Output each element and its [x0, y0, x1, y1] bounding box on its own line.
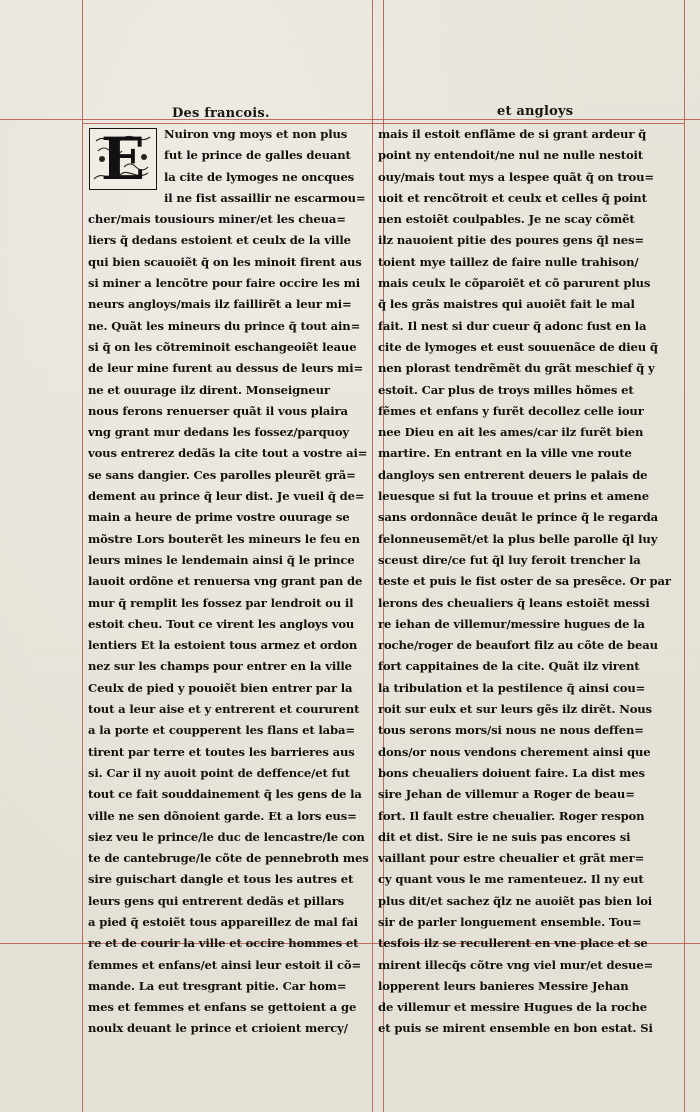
- text-line: q̃ les grãs maistres qui auoiẽt fait le mal: [378, 297, 635, 312]
- text-line: liers q̃ dedans estoient et ceulx de la ville: [88, 233, 351, 248]
- text-line: plus dit/et sachez q̃lz ne auoiẽt pas bien loi: [378, 893, 653, 908]
- ruling-line-left-outer: [82, 0, 83, 1112]
- text-line: mur q̃ remplit les fossez par lendroit ou il: [88, 595, 354, 610]
- text-line: qui bien scauoiẽt q̃ on les minoit firent aus: [88, 254, 362, 269]
- text-line: re et de courir la ville et occire hommes et: [88, 936, 359, 951]
- text-line: cher/mais tousiours miner/et les cheua=: [88, 212, 346, 227]
- text-line: siez veu le prince/le duc de lencastre/le con: [88, 829, 365, 844]
- text-line: teste et puis le fist oster de sa presẽce. Or par: [378, 574, 671, 589]
- text-line: point ny entendoit/ne nul ne nulle nestoit: [378, 148, 644, 163]
- text-line: uoit et rencõtroit et ceulx et celles q̃ point: [378, 190, 647, 205]
- text-line: leuesque si fut la trouue et prins et amene: [378, 489, 649, 504]
- text-line: si miner a lencõtre pour faire occire les mi: [88, 276, 361, 291]
- text-line: mõstre Lors bouterẽt les mineurs le feu en: [88, 531, 360, 546]
- text-line: tout ce fait souddainement q̃ les gens de la: [88, 787, 362, 802]
- text-line: fut le prince de galles deuant: [164, 148, 351, 163]
- text-column-left: [88, 124, 370, 1040]
- text-line: leurs gens qui entrerent dedãs et pillars: [88, 893, 345, 908]
- text-line: Nuiron vng moys et non plus: [164, 127, 348, 141]
- text-line: toient mye taillez de faire nulle trahison/: [378, 254, 639, 269]
- text-line: dangloys sen entrerent deuers le palais de: [378, 467, 648, 482]
- initial-letter: E: [100, 125, 146, 193]
- text-line: mirent illecq̃s cõtre vng viel mur/et desue=: [378, 957, 654, 972]
- text-line: vaillant pour estre cheualier et grãt mer=: [378, 851, 645, 866]
- text-line: tesfois ilz se recullerent en vne place et se: [378, 936, 648, 951]
- text-line: cite de lymoges et eust souuenãce de dieu q̃: [378, 339, 658, 354]
- text-line: la cite de lymoges ne oncques: [164, 169, 355, 184]
- text-line: mais ceulx le cõparoiẽt et cõ parurent plus: [378, 276, 651, 291]
- text-line: bons cheualiers doiuent faire. La dist mes: [378, 765, 645, 780]
- text-line: neurs angloys/mais ilz faillirẽt a leur mi=: [88, 297, 352, 312]
- text-line: vous entrerez dedãs la cite tout a vostre ai=: [88, 446, 368, 461]
- text-line: ne et ouurage ilz dirent. Monseigneur: [88, 382, 330, 397]
- text-line: dit et dist. Sire ie ne suis pas encores si: [378, 829, 631, 844]
- text-line: lauoit ordõne et renuersa vng grant pan de: [88, 574, 363, 589]
- text-line: nous ferons renuerser quãt il vous plaira: [88, 403, 348, 418]
- text-line: re iehan de villemur/messire hugues de la: [378, 616, 645, 631]
- text-line: et puis se mirent ensemble en bon estat. Si: [378, 1021, 653, 1036]
- text-line: mais il estoit enflãme de si grant ardeur q̃: [378, 127, 647, 141]
- text-line: ouy/mais tout mys a lespee quãt q̃ on trou=: [378, 169, 654, 184]
- text-line: estoit cheu. Tout ce virent les angloys vou: [88, 616, 355, 631]
- running-head-right: et angloys: [497, 104, 574, 119]
- text-line: fait. Il nest si dur cueur q̃ adonc fust en la: [378, 318, 647, 333]
- text-line: main a heure de prime vostre ouurage se: [88, 510, 350, 525]
- text-column-right: [378, 124, 686, 1040]
- text-line: tous serons mors/si nous ne nous deffen=: [378, 723, 644, 738]
- text-line: sire Jehan de villemur a Roger de beau=: [378, 787, 635, 802]
- text-line: Ceulx de pied y pouoiẽt bien entrer par la: [88, 680, 353, 695]
- text-line: nee Dieu en ait les ames/car ilz furẽt bien: [378, 425, 644, 440]
- text-line: a pied q̃ estoiẽt tous appareillez de mal fai: [88, 914, 358, 929]
- text-line: sceust dire/ce fut q̃l luy feroit trencher la: [378, 552, 641, 567]
- text-line: sans ordonnãce deuãt le prince q̃ le regarda: [378, 510, 659, 525]
- text-line: ne. Quãt les mineurs du prince q̃ tout ain=: [88, 318, 361, 333]
- text-line: nez sur les champs pour entrer en la ville: [88, 659, 352, 674]
- text-line: sire guischart dangle et tous les autres et: [88, 872, 354, 887]
- text-line: leurs mines le lendemain ainsi q̃ le prince: [88, 552, 355, 567]
- text-line: mande. La eut tresgrant pitie. Car hom=: [88, 978, 347, 993]
- text-line: si. Car il ny auoit point de deffence/et fut: [88, 765, 350, 780]
- text-line: estoit. Car plus de troys milles hõmes et: [378, 382, 634, 397]
- text-line: de villemur et messire Hugues de la roche: [378, 1000, 647, 1015]
- text-line: felonneusemẽt/et la plus belle parolle q̃l luy: [378, 531, 658, 546]
- ruling-line-center-left: [372, 0, 373, 1112]
- text-line: vng grant mur dedans les fossez/parquoy: [88, 425, 349, 440]
- text-line: il ne fist assaillir ne escarmou=: [164, 190, 366, 205]
- text-line: se sans dangier. Ces parolles pleurẽt grã=: [88, 467, 356, 482]
- text-line: mes et femmes et enfans se gettoient a ge: [88, 1000, 357, 1015]
- text-line: dement au prince q̃ leur dist. Je vueil q̃ de=: [88, 489, 365, 504]
- text-line: roche/roger de beaufort filz au cõte de beau: [378, 638, 658, 653]
- text-line: cy quant vous le me ramenteuez. Il ny eut: [378, 872, 644, 887]
- text-line: te de cantebruge/le cõte de pennebroth mes: [88, 851, 369, 866]
- text-line: si q̃ on les cõtreminoit eschangeoiẽt leaue: [88, 339, 357, 354]
- text-line: fẽmes et enfans y furẽt decollez celle iour: [378, 403, 644, 418]
- text-line: sir de parler longuement ensemble. Tou=: [378, 914, 642, 929]
- text-line: nen plorast tendrẽmẽt du grãt meschief q̃ y: [378, 361, 655, 376]
- text-line: lerons des cheualiers q̃ leans estoiẽt messi: [378, 595, 650, 610]
- text-line: fort cappitaines de la cite. Quãt ilz virent: [378, 659, 640, 674]
- text-line: lopperent leurs banieres Messire Jehan: [378, 978, 629, 993]
- text-line: roit sur eulx et sur leurs gẽs ilz dirẽt. Nous: [378, 702, 652, 717]
- text-line: la tribulation et la pestilence q̃ ainsi cou=: [378, 680, 646, 695]
- text-line: ilz nauoient pitie des poures gens q̃l nes=: [378, 233, 644, 248]
- running-head-left: Des francois.: [172, 106, 270, 121]
- text-line: lentiers Et la estoient tous armez et ordon: [88, 638, 358, 653]
- text-line: martire. En entrant en la ville vne route: [378, 446, 632, 461]
- text-line: tout a leur aise et y entrerent et coururent: [88, 702, 360, 717]
- text-line: de leur mine furent au dessus de leurs mi=: [88, 361, 364, 376]
- text-line: dons/or nous vendons cherement ainsi que: [378, 744, 651, 759]
- text-line: a la porte et coupperent les flans et laba=: [88, 723, 355, 738]
- text-line: noulx deuant le prince et crioient mercy/: [88, 1021, 348, 1036]
- text-line: fort. Il fault estre cheualier. Roger respon: [378, 808, 645, 823]
- text-line: tirent par terre et toutes les barrieres aus: [88, 744, 355, 759]
- ruling-line-top: [0, 119, 700, 120]
- text-line: nen estoiẽt coulpables. Je ne scay cõmẽt: [378, 212, 635, 227]
- text-line: ville ne sen dõnoient garde. Et a lors eus=: [88, 808, 357, 823]
- text-line: femmes et enfans/et ainsi leur estoit il cõ=: [88, 957, 362, 972]
